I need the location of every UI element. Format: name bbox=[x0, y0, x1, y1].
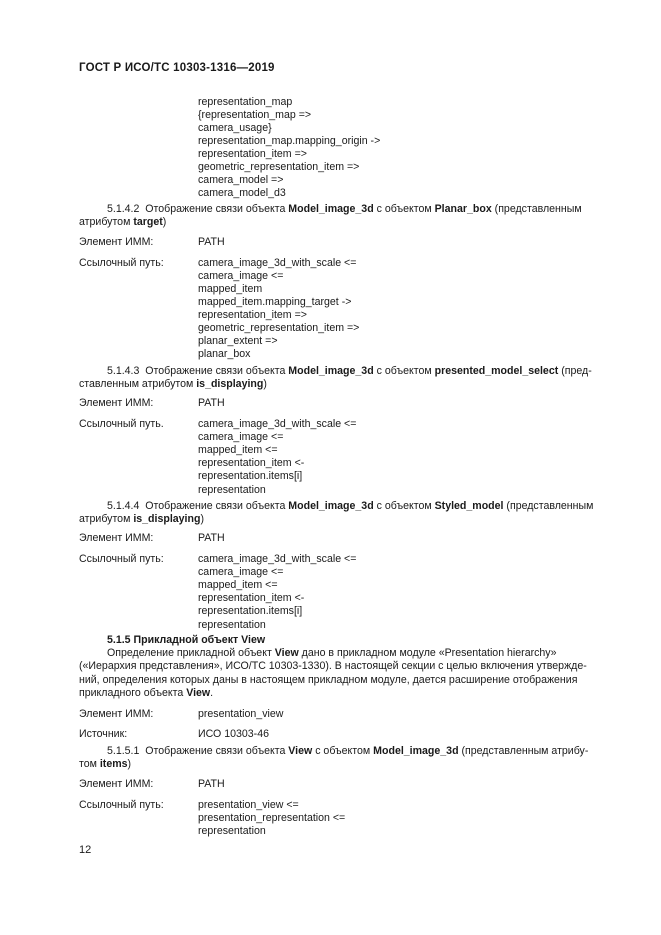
source-value: ИСО 10303-46 bbox=[198, 728, 269, 740]
section-number: 5.1.5.1 bbox=[107, 745, 140, 757]
mim-element-label: Элемент ИММ: bbox=[79, 532, 154, 544]
path-line: presentation_view <= bbox=[198, 799, 299, 811]
mim-element-value: PATH bbox=[198, 397, 225, 409]
mim-element-label: Элемент ИММ: bbox=[79, 397, 154, 409]
mim-element-label: Элемент ИММ: bbox=[79, 236, 154, 248]
section-number: 5.1.4.3 bbox=[107, 365, 140, 377]
path-line: camera_image <= bbox=[198, 566, 284, 578]
reference-path-label: Ссылочный путь: bbox=[79, 257, 164, 269]
section-heading: 5.1.5 Прикладной объект View bbox=[107, 634, 266, 646]
path-line: representation.items[i] bbox=[198, 605, 303, 617]
section-5-1-5-1-text: 5.1.5.1 Отображение связи объекта View с объектом Model_image_3d (представленным атрибу- том items) bbox=[79, 745, 589, 771]
path-line: representation_item <- bbox=[198, 457, 305, 469]
path-line: mapped_item.mapping_target -> bbox=[198, 296, 352, 308]
entity-name: Styled_model bbox=[434, 500, 504, 512]
path-line: planar_box bbox=[198, 348, 251, 360]
attribute-name: items bbox=[99, 758, 128, 771]
entity-name: Planar_box bbox=[434, 203, 492, 215]
entity-name: Model_image_3d bbox=[288, 500, 374, 512]
path-line: camera_model => bbox=[198, 174, 284, 186]
mim-element-value: PATH bbox=[198, 236, 225, 248]
path-line: representation_item => bbox=[198, 309, 307, 321]
path-line: planar_extent => bbox=[198, 335, 278, 347]
page-number: 12 bbox=[79, 844, 92, 856]
entity-name: Model_image_3d bbox=[288, 203, 374, 215]
mim-element-value: PATH bbox=[198, 532, 225, 544]
path-line: representation_map.mapping_origin -> bbox=[198, 135, 381, 147]
entity-name: Model_image_3d bbox=[288, 365, 374, 377]
path-line: representation bbox=[198, 825, 266, 837]
mim-element-label: Элемент ИММ: bbox=[79, 778, 154, 790]
path-line: representation_item <- bbox=[198, 592, 305, 604]
section-number: 5.1.4.2 bbox=[107, 203, 140, 215]
section-5-1-4-3-text: 5.1.4.3 Отображение связи объекта Model_image_3d с объектом presented_model_select (пред- ставленным атрибутом is_displaying) bbox=[79, 365, 592, 391]
section-5-1-5-text: 5.1.5 Прикладной объект View Определение прикладной объект View дано в прикладном модуле «Presentation hierarchy» («Иерархия представления», ИСО/ТС 10303-1330). В настоящей секции с целью включения утвержде- ний, определения которых даны в настоящем прикладном модуле, дается расширение отображения прикладного объекта View. bbox=[79, 634, 587, 699]
entity-name: View bbox=[274, 647, 299, 660]
path-line: {representation_map => bbox=[198, 109, 312, 121]
path-line: presentation_representation <= bbox=[198, 812, 346, 824]
path-line: camera_image_3d_with_scale <= bbox=[198, 553, 357, 565]
path-line: camera_image_3d_with_scale <= bbox=[198, 418, 357, 430]
attribute-name: is_displaying bbox=[133, 513, 201, 526]
section-5-1-4-4-text: 5.1.4.4 Отображение связи объекта Model_image_3d с объектом Styled_model (представленным атрибутом is_displaying) bbox=[79, 500, 594, 526]
path-line: representation bbox=[198, 619, 266, 631]
path-line: camera_usage} bbox=[198, 122, 272, 134]
entity-name: presented_model_select bbox=[434, 365, 559, 377]
source-label: Источник: bbox=[79, 728, 128, 740]
entity-name: View bbox=[186, 686, 211, 699]
mim-element-label: Элемент ИММ: bbox=[79, 708, 154, 720]
path-line: representation_item => bbox=[198, 148, 307, 160]
entity-name: View bbox=[288, 745, 313, 757]
path-line: geometric_representation_item => bbox=[198, 322, 360, 334]
reference-path-label: Ссылочный путь: bbox=[79, 553, 164, 565]
document-header: ГОСТ Р ИСО/ТС 10303-1316—2019 bbox=[79, 62, 275, 74]
mim-element-value: presentation_view bbox=[198, 708, 284, 720]
section-number: 5.1.4.4 bbox=[107, 500, 140, 512]
path-line: representation bbox=[198, 484, 266, 496]
path-line: representation_map bbox=[198, 96, 293, 108]
entity-name: Model_image_3d bbox=[373, 745, 459, 757]
path-line: camera_image <= bbox=[198, 431, 284, 443]
reference-path-label: Ссылочный путь: bbox=[79, 799, 164, 811]
attribute-name: is_displaying bbox=[196, 378, 264, 391]
path-line: mapped_item bbox=[198, 283, 263, 295]
mim-element-value: PATH bbox=[198, 778, 225, 790]
path-line: camera_image_3d_with_scale <= bbox=[198, 257, 357, 269]
reference-path-label: Ссылочный путь. bbox=[79, 418, 164, 430]
section-5-1-4-2-text: 5.1.4.2 Отображение связи объекта Model_image_3d с объектом Planar_box (представленным атрибутом target) bbox=[79, 203, 582, 229]
path-line: geometric_representation_item => bbox=[198, 161, 360, 173]
attribute-name: target bbox=[133, 216, 163, 229]
path-line: representation.items[i] bbox=[198, 470, 303, 482]
path-line: mapped_item <= bbox=[198, 444, 278, 456]
path-line: camera_model_d3 bbox=[198, 187, 286, 199]
path-line: mapped_item <= bbox=[198, 579, 278, 591]
path-line: camera_image <= bbox=[198, 270, 284, 282]
